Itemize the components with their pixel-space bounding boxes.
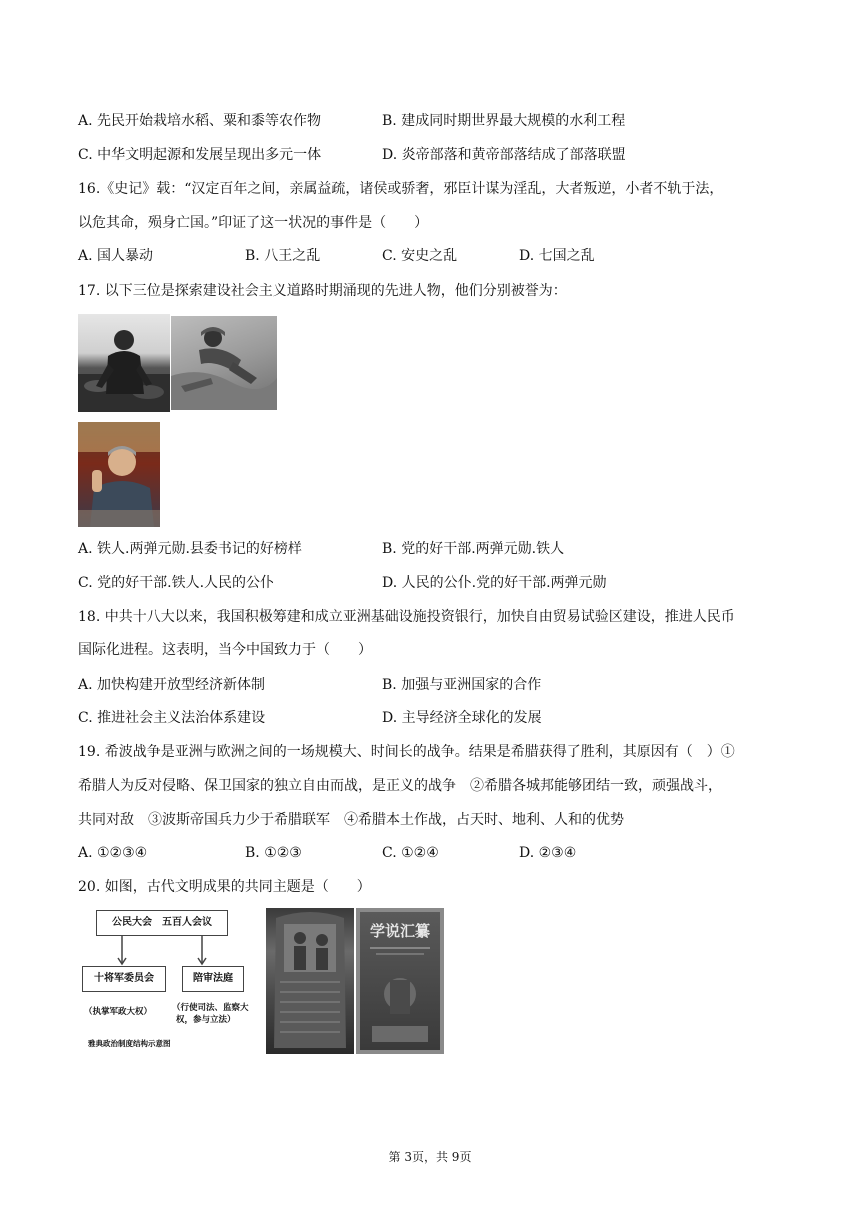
q18-option-a: A. 加快构建开放型经济新体制 <box>78 677 266 693</box>
q19-option-b: B. ①②③ <box>245 845 302 861</box>
diagram-box-assembly: 公民大会 <box>112 917 152 928</box>
photo-book-cover <box>356 908 444 1054</box>
athens-political-structure-diagram <box>78 906 264 1056</box>
diagram-box-generals: 十将军委员会 <box>82 966 166 992</box>
q18-stem-line2: 国际化进程。这表明，当今中国致力于（ ） <box>78 642 372 658</box>
diagram-top-box <box>96 910 228 936</box>
photo-person-farm <box>78 314 170 412</box>
page-footer: 第 3页，共 9页 <box>388 1150 472 1164</box>
q18-option-b: B. 加强与亚洲国家的合作 <box>382 677 542 693</box>
q15-option-b: B. 建成同时期世界最大规模的水利工程 <box>382 113 626 129</box>
diagram-note-court-line1: （行使司法、监察大 <box>172 1003 249 1013</box>
book-title: 学说汇纂 <box>369 922 430 940</box>
q15-option-c: C. 中华文明起源和发展呈现出多元一体 <box>78 147 322 163</box>
diagram-note-generals: （执掌军政大权） <box>84 1007 153 1017</box>
photo-person-portrait <box>78 422 160 527</box>
photo-code-stele <box>266 908 354 1054</box>
q18-option-d: D. 主导经济全球化的发展 <box>382 710 542 726</box>
q19-stem-line3: 共同对敌 ③波斯帝国兵力少于希腊联军 ④希腊本土作战，占天时、地利、人和的优势 <box>78 812 624 828</box>
q19-stem-line1: 19. 希波战争是亚洲与欧洲之间的一场规模大、时间长的战争。结果是希腊获得了胜利，其原因有（ ）① <box>78 744 735 760</box>
q16-option-a: A. 国人暴动 <box>78 248 154 264</box>
q19-stem-line2: 希腊人为反对侵略、保卫国家的独立自由而战，是正义的战争 ②希腊各城邦能够团结一致，顽强战斗， <box>78 778 722 794</box>
photo-person-field-work <box>171 316 277 410</box>
q19-option-d: D. ②③④ <box>519 845 577 861</box>
q15-option-d: D. 炎帝部落和黄帝部落结成了部落联盟 <box>382 147 626 163</box>
diagram-box-jury-court: 陪审法庭 <box>182 966 244 992</box>
q16-stem-line1: 16.《史记》载：“汉定百年之间，亲属益疏，诸侯或骄奢，邪臣计谋为淫乱，大者叛逆，小者不轨于法， <box>78 181 724 197</box>
diagram-note-court-line2: 权，参与立法） <box>176 1015 236 1025</box>
q17-option-c: C. 党的好干部.铁人.人民的公仆 <box>78 575 275 591</box>
q16-option-d: D. 七国之乱 <box>519 248 595 264</box>
q17-option-a: A. 铁人.两弹元勋.县委书记的好榜样 <box>78 541 302 557</box>
q18-option-c: C. 推进社会主义法治体系建设 <box>78 710 266 726</box>
q16-option-c: C. 安史之乱 <box>382 248 458 264</box>
q20-stem: 20. 如图，古代文明成果的共同主题是（ ） <box>78 879 371 895</box>
q17-option-b: B. 党的好干部.两弹元勋.铁人 <box>382 541 565 557</box>
q16-stem-line2: 以危其命，殒身亡国。”印证了这一状况的事件是（ ） <box>78 215 429 231</box>
q19-option-a: A. ①②③④ <box>78 845 148 861</box>
diagram-box-council: 五百人会议 <box>162 917 212 928</box>
q15-option-a: A. 先民开始栽培水稻、粟和黍等农作物 <box>78 113 322 129</box>
q19-option-c: C. ①②④ <box>382 845 439 861</box>
q18-stem-line1: 18. 中共十八大以来，我国积极筹建和成立亚洲基础设施投资银行，加快自由贸易试验区建设，推进人民币 <box>78 609 735 625</box>
diagram-caption: 雅典政治制度结构示意图 <box>88 1039 171 1048</box>
q17-stem: 17. 以下三位是探索建设社会主义道路时期涌现的先进人物，他们分别被誉为： <box>78 283 567 299</box>
q16-option-b: B. 八王之乱 <box>245 248 321 264</box>
q17-option-d: D. 人民的公仆.党的好干部.两弹元勋 <box>382 575 607 591</box>
